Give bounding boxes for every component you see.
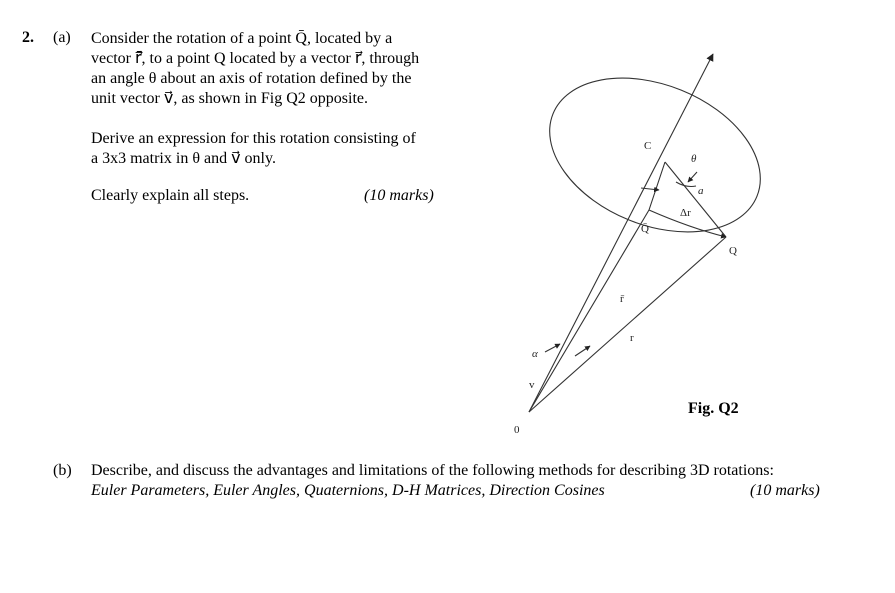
part-a-marks: (10 marks) — [364, 187, 434, 204]
label-q-bar: Q̄ — [641, 223, 649, 235]
question-number: 2. — [22, 29, 34, 46]
label-a-radius: a — [698, 185, 704, 197]
part-a-label: (a) — [53, 29, 71, 46]
part-a-p1-line-2: vector r⃗̄, to a point Q located by a vector r⃗, through — [91, 50, 420, 67]
part-b-label: (b) — [53, 462, 72, 479]
theta-arc — [676, 182, 696, 187]
part-a-p1-line-1: Consider the rotation of a point Q̄, located by a — [91, 30, 393, 47]
a-arrow-small — [688, 172, 697, 182]
part-b-line-2: Euler Parameters, Euler Angles, Quaternions, D-H Matrices, Direction Cosines — [91, 482, 605, 499]
label-theta: θ — [691, 153, 697, 165]
label-alpha: α — [532, 348, 538, 360]
vector-r-bar — [529, 210, 649, 412]
part-b-marks: (10 marks) — [750, 482, 820, 499]
part-a-paragraph-3: Clearly explain all steps. — [91, 187, 250, 204]
alpha-arrow — [545, 344, 560, 352]
label-delta-r: Δr — [680, 207, 691, 219]
part-a-p1-line-4: unit vector v⃗, as shown in Fig Q2 opposite. — [91, 90, 369, 107]
part-a-p2-line-1: Derive an expression for this rotation consisting of — [91, 130, 416, 147]
label-r: r — [630, 332, 634, 344]
label-center: C — [644, 140, 652, 152]
part-a-p2-line-2: a 3x3 matrix in θ and v⃗ only. — [91, 150, 276, 167]
vector-r — [529, 237, 726, 412]
figure-caption: Fig. Q2 — [688, 400, 739, 417]
label-q: Q — [729, 245, 737, 257]
label-origin: 0 — [514, 424, 520, 436]
part-a-p1-line-3: an angle θ about an axis of rotation defined by the — [91, 70, 412, 87]
label-v: v — [529, 379, 535, 391]
radius-c-qbar — [649, 162, 665, 210]
rotation-ellipse — [527, 49, 783, 261]
part-b-line-1: Describe, and discuss the advantages and limitations of the following methods for describing 3D rotations: — [91, 462, 774, 479]
label-r-bar: r̄ — [620, 293, 624, 305]
r-bar-arrow — [575, 346, 590, 356]
